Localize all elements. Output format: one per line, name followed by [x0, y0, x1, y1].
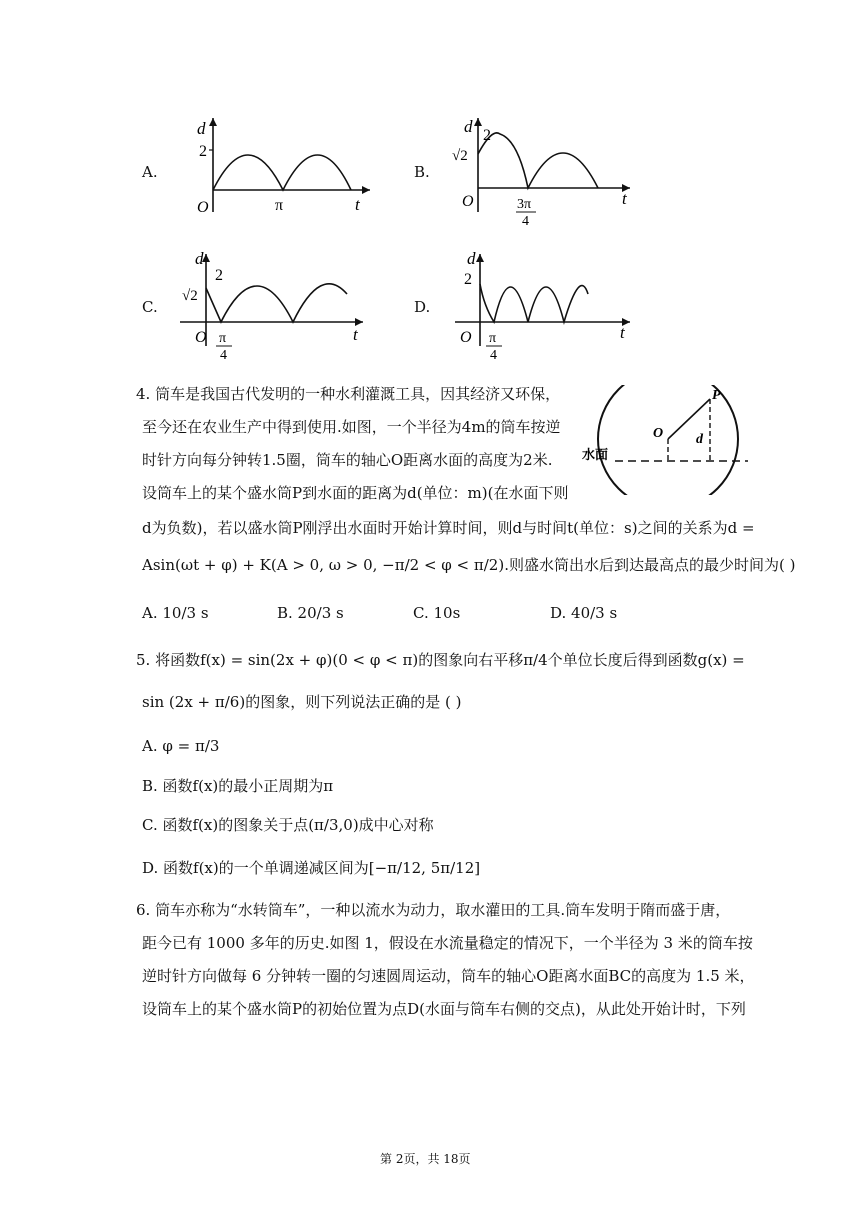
b-xtick-den: 4: [522, 214, 529, 229]
q5-option-c: C. 函数f(x)的图象关于点(π/3,0)成中心对称: [142, 816, 434, 834]
b-ylabel-top: 2: [483, 127, 491, 144]
option-b-graph: [440, 112, 640, 232]
q4-option-d: D. 40/3 s: [550, 604, 618, 622]
option-b-label: B.: [414, 163, 430, 181]
fig-label-p: P: [712, 388, 721, 403]
option-c-graph: [175, 246, 375, 366]
q6-line-1: 6. 筒车亦称为“水转筒车”，一种以流水为动力，取水灌田的工具.筒车发明于隋而盛于唐，: [136, 901, 731, 919]
q4-line-2: 至今还在农业生产中得到使用.如图，一个半径为4m的筒车按逆: [142, 418, 561, 436]
b-xtick-num: 3π: [517, 197, 532, 212]
q4-line-5: d为负数)，若以盛水筒P刚浮出水面时开始计算时间，则d与时间t(单位：s)之间的关系为d =: [142, 519, 755, 537]
q4-line-6: Asin(ωt + φ) + K(A > 0, ω > 0, −π/2 < φ < π/2).则盛水筒出水后到达最高点的最少时间为( ): [142, 556, 796, 574]
c-axis-d: d: [195, 249, 204, 268]
d-xtick-num: π: [489, 331, 497, 346]
a-axis-d: d: [197, 119, 206, 138]
fig-label-o: O: [653, 426, 664, 441]
page-footer: 第 2页，共 18页: [380, 1152, 471, 1166]
b-ylabel-mid: √2: [452, 148, 468, 164]
option-d-label: D.: [414, 298, 431, 316]
q6-line-3: 逆时针方向做每 6 分钟转一圈的匀速圆周运动，筒车的轴心O距离水面BC的高度为 1.5 米，: [142, 967, 755, 985]
c-ylabel-mid: √2: [182, 288, 198, 304]
a-xtick: π: [275, 197, 284, 214]
a-axis-t: t: [355, 195, 360, 214]
b-axis-d: d: [464, 117, 473, 136]
option-c-label: C.: [142, 298, 158, 316]
option-a-label: A.: [142, 163, 158, 181]
q5-option-b: B. 函数f(x)的最小正周期为π: [142, 777, 334, 795]
d-xtick-den: 4: [490, 348, 497, 363]
option-d-graph: [440, 246, 640, 366]
q4-line-1: 4. 筒车是我国古代发明的一种水利灌溉工具，因其经济又环保，: [136, 385, 561, 403]
d-axis-d: d: [467, 249, 476, 268]
a-ylabel: 2: [199, 143, 207, 160]
c-origin: O: [195, 329, 207, 346]
a-origin: O: [197, 199, 209, 216]
waterwheel-figure: [580, 385, 750, 495]
q4-line-4: 设筒车上的某个盛水筒P到水面的距离为d(单位：m)(在水面下则: [142, 484, 569, 502]
d-origin: O: [460, 329, 472, 346]
c-axis-t: t: [353, 325, 358, 344]
q6-line-4: 设筒车上的某个盛水筒P的初始位置为点D(水面与筒车右侧的交点)，从此处开始计时，下列: [142, 1000, 746, 1018]
c-ylabel-top: 2: [215, 267, 223, 284]
option-a-graph: [175, 112, 375, 232]
d-ylabel: 2: [464, 271, 472, 288]
b-axis-t: t: [622, 189, 627, 208]
q5-option-a: A. φ = π/3: [142, 737, 220, 755]
fig-label-water: 水面: [582, 447, 609, 462]
q4-option-b: B. 20/3 s: [277, 604, 344, 622]
q4-line-3: 时针方向每分钟转1.5圈，筒车的轴心O距离水面的高度为2米.: [142, 451, 553, 469]
q5-line-2: sin (2x + π/6)的图象，则下列说法正确的是 ( ): [142, 693, 462, 711]
d-axis-t: t: [620, 323, 625, 342]
q4-option-c: C. 10s: [413, 604, 461, 622]
q6-line-2: 距今已有 1000 多年的历史.如图 1，假设在水流量稳定的情况下，一个半径为 3 米的筒车按: [142, 934, 753, 952]
c-xtick-num: π: [219, 331, 227, 346]
q4-option-a: A. 10/3 s: [142, 604, 209, 622]
fig-label-d: d: [696, 432, 703, 447]
c-xtick-den: 4: [220, 348, 227, 363]
b-origin: O: [462, 193, 474, 210]
q5-option-d: D. 函数f(x)的一个单调递减区间为[−π/12, 5π/12]: [142, 859, 481, 877]
q5-line-1: 5. 将函数f(x) = sin(2x + φ)(0 < φ < π)的图象向右平移π/4个单位长度后得到函数g(x) =: [136, 651, 745, 669]
